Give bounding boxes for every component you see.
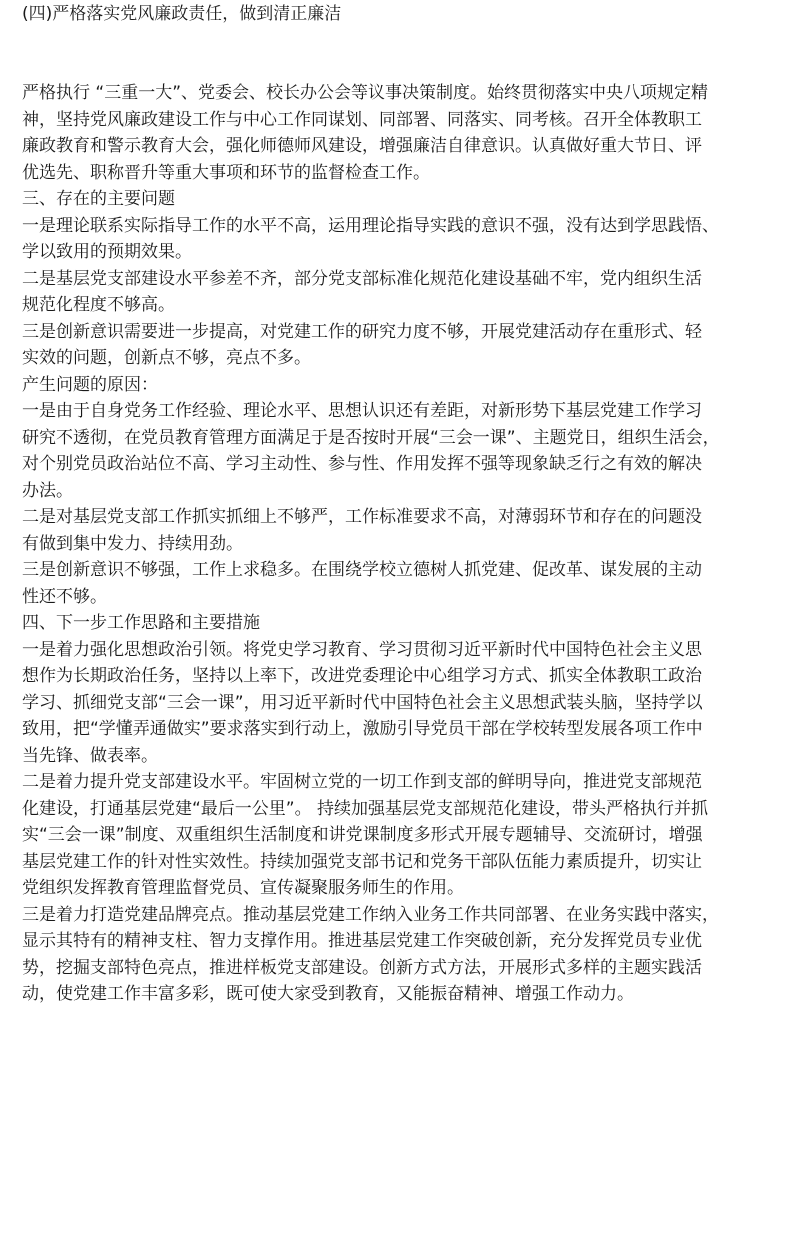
text-line: 实“三会一课”制度、双重组织生活制度和讲党课制度多形式开展专题辅导、交流研讨，增强: [22, 825, 703, 845]
text-line: 三是创新意识不够强，工作上求稳多。在围绕学校立德树人抓党建、促改革、谋发展的主动: [22, 560, 702, 580]
text-line: 学以致用的预期效果。: [22, 242, 192, 262]
text-line: 显示其特有的精神支柱、智力支撑作用。推进基层党建工作突破创新，充分发挥党员专业优: [22, 931, 702, 951]
text-line: 一是着力强化思想政治引领。将党史学习教育、学习贯彻习近平新时代中国特色社会主义思: [22, 639, 702, 660]
text-line: 优选先、职称晋升等重大事项和环节的监督检查工作。: [22, 162, 430, 183]
section-heading: (四)严格落实党风廉政责任，做到清正廉洁: [22, 4, 342, 24]
text-line: 当先锋、做表率。: [22, 745, 158, 766]
text-line: 严格执行 “三重一大”、党委会、校长办公会等议事决策制度。始终贯彻落实中央八项规定精: [22, 83, 709, 103]
text-line: 党组织发挥教育管理监督党员、宣传凝聚服务师生的作用。: [22, 878, 464, 898]
text-line: 办法。: [22, 480, 73, 501]
text-line: 学习、抓细党支部“三会一课”，用习近平新时代中国特色社会主义思想武装头脑，坚持学以: [22, 692, 703, 713]
text-line: 一是理论联系实际指导工作的水平不高，运用理论指导实践的意识不强，没有达到学思践悟、: [22, 215, 719, 236]
text-line: 势，挖掘支部特色亮点，推进样板党支部建设。创新方式方法，开展形式多样的主题实践活: [22, 957, 702, 978]
text-line: 三是着力打造党建品牌亮点。推动基层党建工作纳入业务工作共同部署、在业务实践中落实，: [22, 904, 719, 925]
text-line: 实效的问题，创新点不够，亮点不多。: [22, 348, 311, 368]
text-line: 性还不够。: [22, 586, 107, 607]
text-line: 三是创新意识需要进一步提高，对党建工作的研究力度不够，开展党建活动存在重形式、轻: [22, 321, 702, 342]
text-line: 四、下一步工作思路和主要措施: [22, 613, 260, 633]
text-line: 一是由于自身党务工作经验、理论水平、思想认识还有差距，对新形势下基层党建工作学习: [22, 401, 702, 421]
text-line: 二是着力提升党支部建设水平。牢固树立党的一切工作到支部的鲜明导向，推进党支部规范: [22, 772, 702, 792]
text-line: 对个别党员政治站位不高、学习主动性、参与性、作用发挥不强等现象缺乏行之有效的解决: [22, 454, 702, 474]
text-line: 基层党建工作的针对性实效性。持续加强党支部书记和党务干部队伍能力素质提升，切实让: [22, 851, 702, 872]
document-body: [22, 80, 782, 1008]
text-line: 神，坚持党风廉政建设工作与中心工作同谋划、同部署、同落实、同考核。召开全体教职工: [22, 109, 702, 130]
text-line: 化建设，打通基层党建“最后一公里”。 持续加强基层党支部规范化建设，带头严格执行并抓: [22, 798, 709, 819]
text-line: 研究不透彻，在党员教育管理方面满足于是否按时开展“三会一课”、主题党日，组织生活会，: [22, 427, 720, 448]
text-line: 廉政教育和警示教育大会，强化师德师风建设，增强廉洁自律意识。认真做好重大节日、评: [22, 136, 702, 156]
text-line: 二是对基层党支部工作抓实抓细上不够严，工作标准要求不高，对薄弱环节和存在的问题没: [22, 507, 702, 527]
text-line: 致用，把“学懂弄通做实”要求落实到行动上，激励引导党员干部在学校转型发展各项工作中: [22, 719, 703, 739]
text-line: 动，使党建工作丰富多彩，既可使大家受到教育，又能振奋精神、增强工作动力。: [22, 984, 634, 1004]
text-line: 三、存在的主要问题: [22, 189, 175, 209]
text-line: 产生问题的原因：: [22, 374, 158, 395]
text-line: 有做到集中发力、持续用劲。: [22, 533, 243, 554]
text-line: 二是基层党支部建设水平参差不齐，部分党支部标准化规范化建设基础不牢，党内组织生活: [22, 268, 702, 289]
text-line: 规范化程度不够高。: [22, 295, 175, 315]
text-line: 想作为长期政治任务，坚持以上率下，改进党委理论中心组学习方式、抓实全体教职工政治: [22, 666, 702, 686]
